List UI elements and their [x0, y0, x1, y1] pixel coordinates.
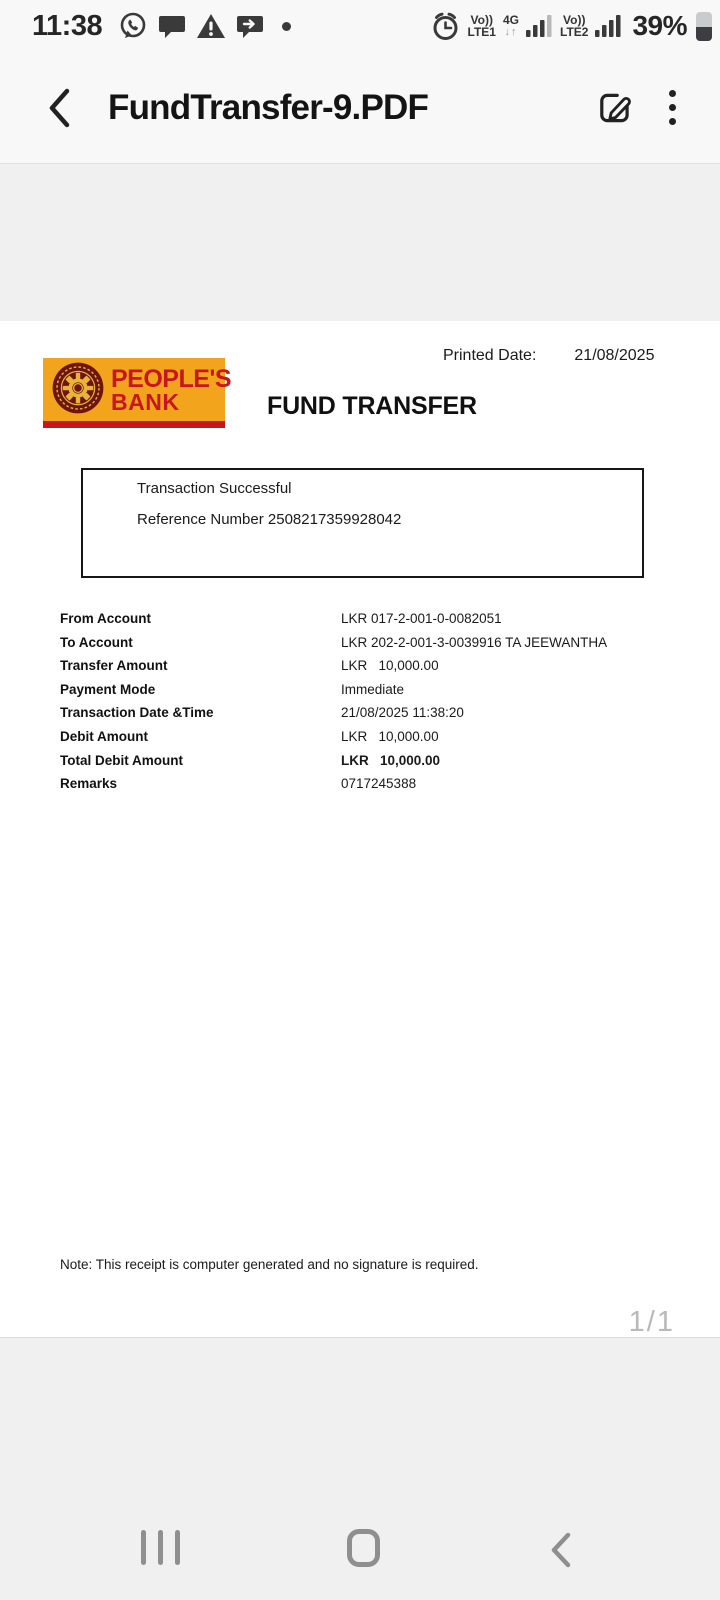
detail-row-to-account: [60, 635, 680, 659]
status-left: [32, 10, 291, 43]
data-4g-indicator: 4G ↓↑: [502, 13, 519, 38]
bank-emblem-icon: [50, 360, 106, 421]
bank-name-line1: PEOPLE'S: [111, 365, 232, 393]
document-title: FUND TRANSFER: [267, 392, 477, 420]
signal-bars-icon-1: [526, 13, 553, 39]
detail-value: 21/08/2025 11:38:20: [341, 705, 464, 721]
signal-bars-icon-2: [595, 13, 622, 39]
more-menu-button[interactable]: [652, 85, 692, 131]
detail-row-from-account: [60, 611, 680, 635]
nav-back-icon: [549, 1532, 573, 1568]
printed-date-label: Printed Date:: [443, 347, 537, 364]
battery-icon: [696, 12, 712, 41]
status-time: 11:38: [32, 9, 103, 42]
detail-row-total-debit-amount: [60, 753, 680, 777]
detail-row-transfer-amount: [60, 658, 680, 682]
detail-label: Total Debit Amount: [60, 752, 183, 768]
recents-icon: [175, 1530, 180, 1565]
reference-number-text: Reference Number 2508217359928042: [137, 511, 402, 528]
page-indicator: 1/1: [628, 1306, 675, 1338]
pdf-viewport-margin-top[interactable]: [0, 164, 720, 321]
recents-icon: [141, 1530, 146, 1565]
back-button[interactable]: [46, 85, 86, 131]
detail-label: From Account: [60, 611, 151, 626]
file-title: FundTransfer-9.PDF: [108, 87, 429, 127]
detail-label: Transaction Date &Time: [60, 705, 214, 721]
more-dot: [669, 104, 676, 111]
detail-label: Payment Mode: [60, 681, 156, 697]
detail-value: LKR 10,000.00: [341, 752, 441, 768]
detail-row-debit-amount: [60, 729, 680, 753]
bank-name: [111, 367, 231, 413]
pdf-page[interactable]: [0, 321, 720, 1338]
status-bar: [0, 0, 720, 52]
whatsapp-icon: [118, 11, 148, 41]
more-dot: [669, 118, 676, 125]
volte-lte1-indicator: Vo)) LTE1: [467, 13, 496, 39]
detail-label: To Account: [60, 634, 133, 650]
recents-icon: [158, 1530, 163, 1565]
status-right: [430, 10, 712, 42]
volte-lte2-indicator: Vo)) LTE2: [560, 13, 589, 39]
nav-home-button[interactable]: [347, 1529, 380, 1567]
transfer-details: [60, 611, 680, 800]
warning-icon: [196, 12, 226, 40]
detail-row-remarks: [60, 776, 680, 800]
detail-label: Debit Amount: [60, 728, 148, 744]
detail-value: 0717245388: [341, 776, 417, 792]
battery-percent: 39%: [632, 10, 687, 41]
footer-note: Note: This receipt is computer generated and no signature is required.: [60, 1257, 479, 1272]
alarm-icon: [430, 11, 461, 42]
detail-value: LKR 202-2-001-3-0039916 TA JEEWANTHA: [341, 634, 608, 650]
printed-date-value: 21/08/2025: [574, 347, 655, 364]
app-header: [0, 52, 720, 164]
detail-value: LKR 10,000.00: [341, 658, 439, 674]
nav-recents-button[interactable]: [141, 1530, 180, 1565]
detail-label: Transfer Amount: [60, 658, 168, 674]
data-arrows-icon: ↓↑: [504, 26, 518, 38]
detail-value: LKR 017-2-001-0-0082051: [341, 611, 502, 626]
transaction-status-text: Transaction Successful: [137, 480, 292, 497]
edit-button[interactable]: [592, 85, 638, 131]
printed-date-row: [443, 347, 654, 365]
detail-label: Remarks: [60, 776, 118, 792]
detail-row-transaction-datetime: [60, 705, 680, 729]
transaction-status-box: [81, 468, 644, 578]
detail-value: Immediate: [341, 681, 405, 697]
message-arrow-icon: [236, 12, 264, 40]
detail-value: LKR 10,000.00: [341, 728, 439, 744]
message-icon: [158, 12, 186, 40]
nav-back-button[interactable]: [549, 1532, 573, 1573]
detail-row-payment-mode: [60, 682, 680, 706]
peoples-bank-logo: [43, 358, 232, 428]
more-dot: [669, 90, 676, 97]
bank-name-line2: BANK: [111, 389, 180, 415]
notification-dot-icon: [282, 22, 291, 31]
